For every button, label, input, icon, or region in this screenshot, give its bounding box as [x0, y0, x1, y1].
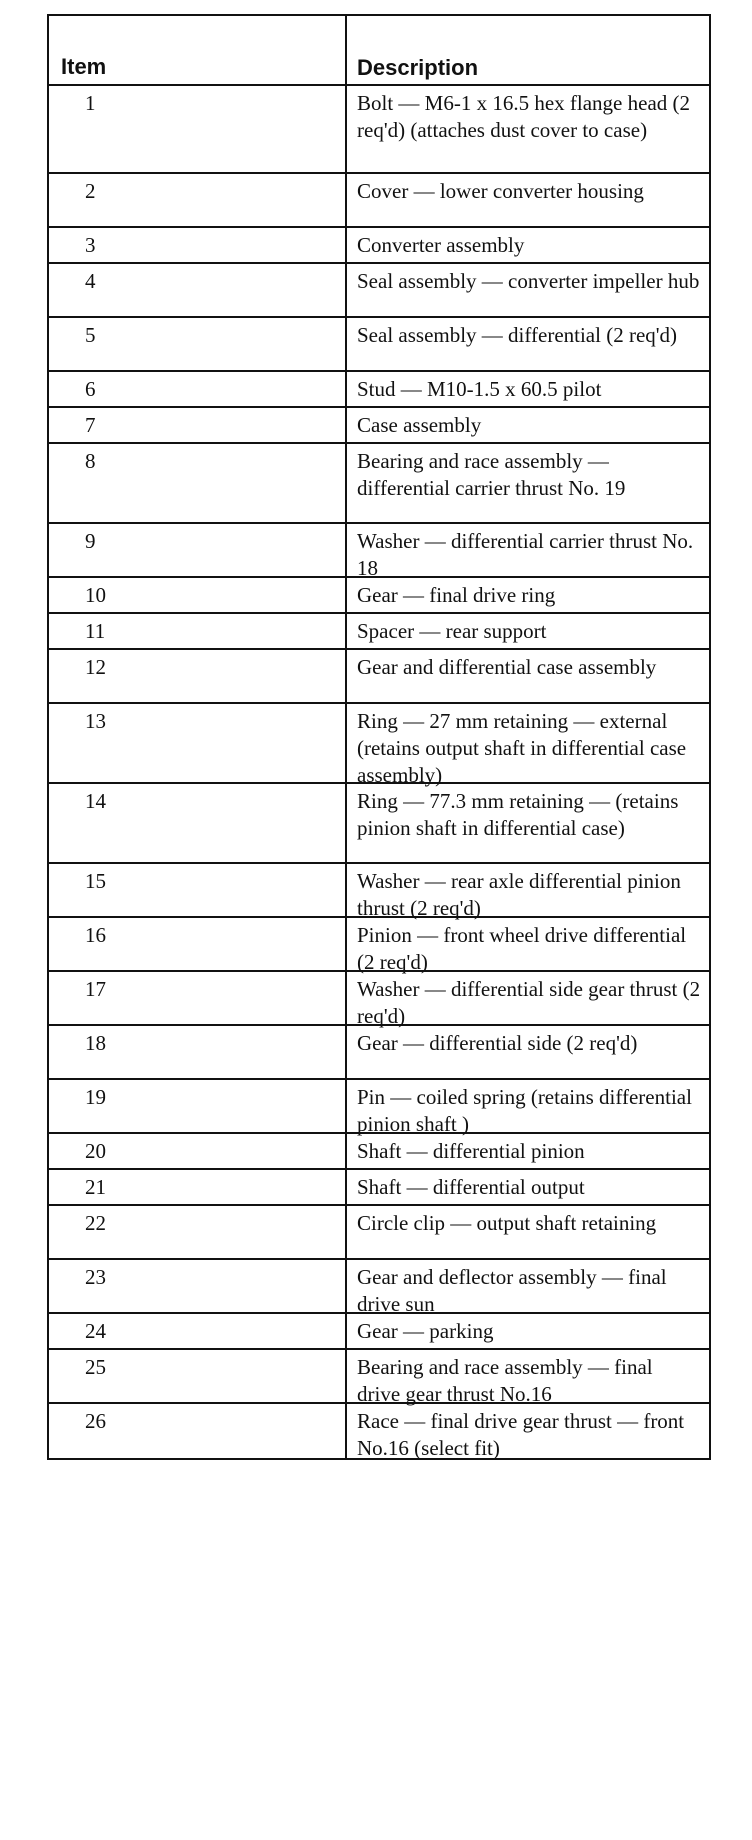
item-description: Shaft — differential output — [357, 1175, 585, 1199]
item-number: 8 — [49, 444, 347, 522]
item-number: 9 — [49, 524, 347, 576]
table-row — [49, 578, 709, 614]
item-number: 20 — [49, 1134, 347, 1168]
table-row — [49, 1206, 709, 1260]
item-description: Gear — differential side (2 req'd) — [357, 1031, 638, 1055]
item-description: Bearing and race assembly — differential carrier thrust No. 19 — [357, 449, 626, 500]
table-row — [49, 318, 709, 372]
table-body — [49, 86, 709, 1460]
table-row — [49, 86, 709, 174]
table-row — [49, 264, 709, 318]
item-number: 10 — [49, 578, 347, 612]
table-row — [49, 650, 709, 704]
table-row — [49, 524, 709, 578]
item-number: 5 — [49, 318, 347, 370]
table-row — [49, 1314, 709, 1350]
table-header-row — [49, 16, 709, 86]
item-description: Washer — differential side gear thrust (2 req'd) — [357, 977, 701, 1028]
item-number: 3 — [49, 228, 347, 262]
item-column-header: Item — [49, 16, 347, 84]
item-description: Gear — final drive ring — [357, 583, 556, 607]
item-number: 22 — [49, 1206, 347, 1258]
table-row — [49, 228, 709, 264]
item-number: 26 — [49, 1404, 347, 1458]
item-description: Cover — lower converter housing — [357, 179, 644, 203]
item-description: Bolt — M6-1 x 16.5 hex flange head (2 req'd) (attaches dust cover to case) — [357, 91, 691, 142]
item-number: 4 — [49, 264, 347, 316]
description-column-header: Description — [357, 55, 479, 80]
item-number: 15 — [49, 864, 347, 916]
table-row — [49, 972, 709, 1026]
table-row — [49, 614, 709, 650]
table-row — [49, 1404, 709, 1460]
item-description: Stud — M10-1.5 x 60.5 pilot — [357, 377, 602, 401]
item-number: 13 — [49, 704, 347, 782]
item-number: 1 — [49, 86, 347, 172]
item-description: Spacer — rear support — [357, 619, 547, 643]
table-row — [49, 864, 709, 918]
parts-table — [47, 14, 711, 1460]
item-description: Gear and deflector assembly — final drive sun — [357, 1265, 667, 1316]
item-number: 21 — [49, 1170, 347, 1204]
item-description: Race — final drive gear thrust — front No.16 (select fit) — [357, 1409, 685, 1460]
item-description: Ring — 77.3 mm retaining — (retains pinion shaft in differential case) — [357, 789, 679, 840]
item-description: Converter assembly — [357, 233, 525, 257]
table-row — [49, 704, 709, 787]
item-description: Ring — 27 mm retaining — external (retains output shaft in differential case assembly) — [357, 709, 687, 787]
table-row — [49, 1170, 709, 1206]
item-description: Seal assembly — converter impeller hub — [357, 269, 700, 293]
table-row — [49, 918, 709, 972]
item-description: Case assembly — [357, 413, 482, 437]
table-row — [49, 1350, 709, 1404]
item-number: 14 — [49, 784, 347, 862]
table-row — [49, 784, 709, 864]
table-row — [49, 1260, 709, 1314]
item-number: 19 — [49, 1080, 347, 1132]
item-description: Bearing and race assembly — final drive gear thrust No.16 — [357, 1355, 653, 1406]
item-number: 6 — [49, 372, 347, 406]
item-description: Washer — differential carrier thrust No. 18 — [357, 529, 694, 580]
item-description: Pin — coiled spring (retains differential pinion shaft ) — [357, 1085, 692, 1136]
item-number: 11 — [49, 614, 347, 648]
table-row — [49, 174, 709, 228]
item-description: Gear and differential case assembly — [357, 655, 657, 679]
item-number: 16 — [49, 918, 347, 970]
item-number: 7 — [49, 408, 347, 442]
item-number: 12 — [49, 650, 347, 702]
item-number: 17 — [49, 972, 347, 1024]
table-row — [49, 1134, 709, 1170]
item-description: Circle clip — output shaft retaining — [357, 1211, 657, 1235]
item-description: Washer — rear axle differential pinion thrust (2 req'd) — [357, 869, 681, 920]
item-number: 2 — [49, 174, 347, 226]
item-number: 18 — [49, 1026, 347, 1078]
item-number: 24 — [49, 1314, 347, 1348]
table-row — [49, 1080, 709, 1134]
item-number: 23 — [49, 1260, 347, 1312]
table-row — [49, 372, 709, 408]
item-description: Shaft — differential pinion — [357, 1139, 585, 1163]
table-row — [49, 1026, 709, 1080]
table-row — [49, 408, 709, 444]
item-number: 25 — [49, 1350, 347, 1402]
table-row — [49, 444, 709, 524]
item-description: Gear — parking — [357, 1319, 494, 1343]
item-description: Seal assembly — differential (2 req'd) — [357, 323, 678, 347]
item-description: Pinion — front wheel drive differential (2 req'd) — [357, 923, 687, 974]
